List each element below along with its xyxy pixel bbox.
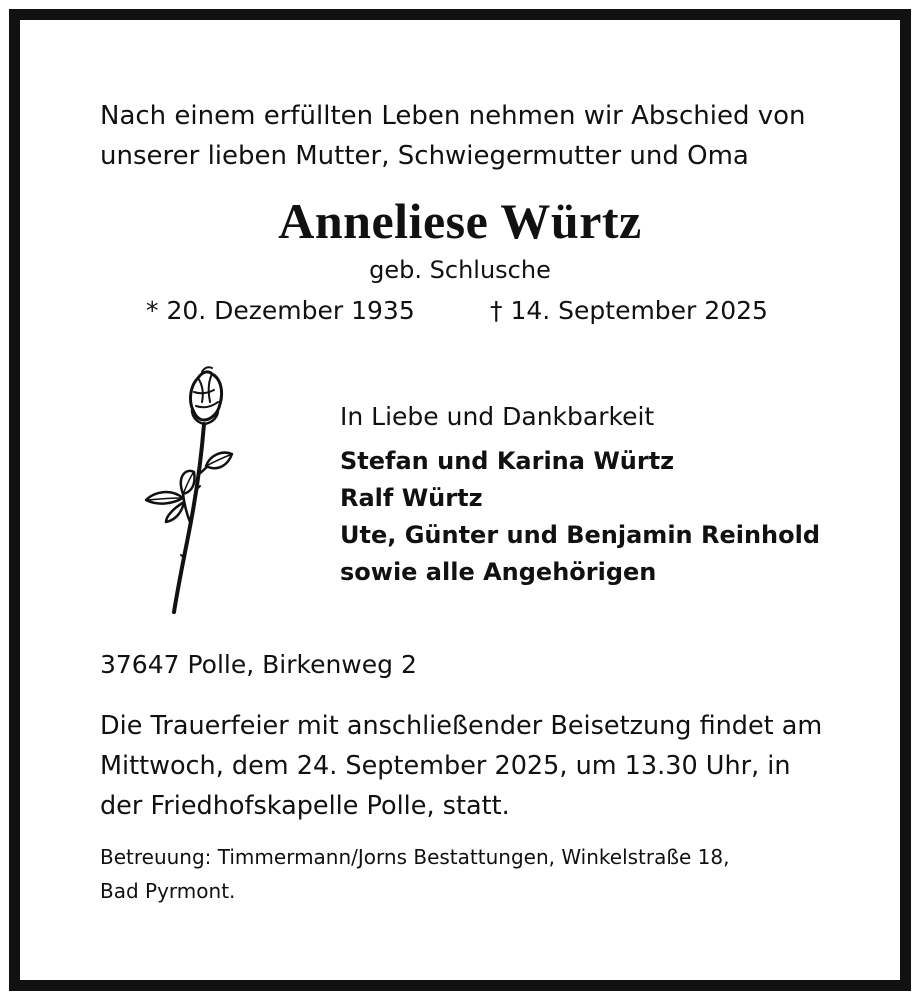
list-item: Ralf Würtz bbox=[340, 484, 483, 512]
list-item: sowie alle Angehörigen bbox=[340, 558, 657, 586]
intro-text: Nach einem erfüllten Leben nehmen wir Abschied von unserer lieben Mutter, Schwiegermutter und Oma bbox=[100, 101, 806, 171]
death-date: † 14. September 2025 bbox=[490, 296, 768, 325]
mourners-list bbox=[340, 443, 820, 591]
deceased-name: Anneliese Würtz bbox=[278, 193, 642, 249]
birth-date: * 20. Dezember 1935 bbox=[146, 296, 415, 325]
list-item: Stefan und Karina Würtz bbox=[340, 447, 675, 475]
rose-icon bbox=[138, 362, 238, 618]
undertaker-credit: Betreuung: Timmermann/Jorns Bestattungen, Winkelstraße 18, Bad Pyrmont. bbox=[100, 845, 730, 903]
family-address: 37647 Polle, Birkenweg 2 bbox=[100, 650, 417, 679]
ceremony-details: Die Trauerfeier mit anschließender Beisetzung findet am Mittwoch, dem 24. September 2025, um 13.30 Uhr, in der Friedhofskapelle Polle, statt. bbox=[100, 711, 823, 821]
gratitude-heading: In Liebe und Dankbarkeit bbox=[340, 402, 655, 431]
maiden-name: geb. Schlusche bbox=[369, 256, 551, 284]
list-item: Ute, Günter und Benjamin Reinhold bbox=[340, 521, 821, 549]
